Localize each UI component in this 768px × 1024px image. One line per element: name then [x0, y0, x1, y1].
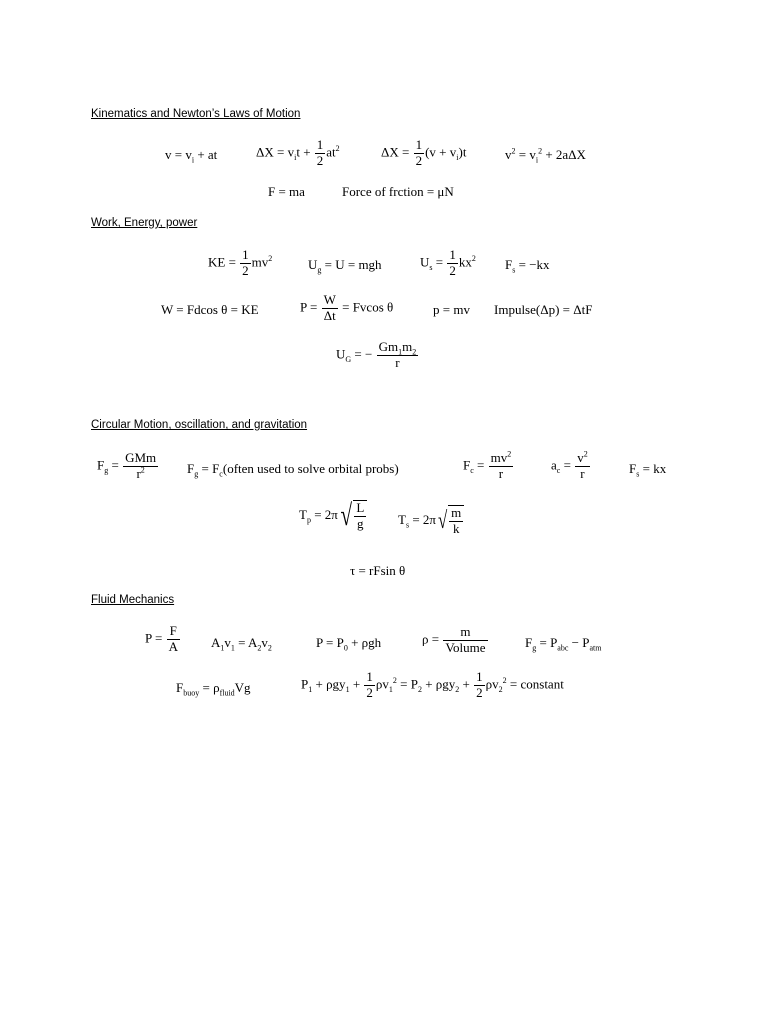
eq-spring-period: $T_s = 2\pi√$ $\frac{m}{k}$ — [398, 505, 464, 537]
eq-gravitation-force: $F_g$ = $\frac{\text{GMm}}{r^2}$ — [97, 450, 157, 481]
eq-bernoulli: $P_1 + \rho gy_1$ + $\frac{1}{2}$ $\rho v_1^2 = P_2 + \rho gy_2$ + $\frac{1}{2}$ $\rho v_2^2$ = constant — [301, 669, 564, 700]
eq-hooke: $F_s$ = kx — [629, 461, 667, 479]
constant-label: constant — [520, 676, 564, 692]
eq-torque: τ = rFsin θ — [350, 563, 406, 578]
eq-orbital-force: $F_g$ = $F_c(often$ used to solve orbital probs) — [187, 461, 399, 479]
eq-momentum: p = mv — [433, 302, 470, 317]
eq-velocity: $v = v_i$ + at — [165, 147, 218, 165]
eq-spring-force: $F_s = -kx$ — [505, 257, 550, 275]
eq-gauge-pressure: $F_g = P_{abc} - P_{atm}$ — [525, 635, 602, 653]
eq-kinetic-energy: KE = $\frac{1}{2}$ $mv^2$ — [208, 247, 273, 278]
heading-fluid-mechanics: Fluid Mechanics — [91, 594, 175, 606]
eq-centripetal-force: $F_c$ = $\frac{mv^2}{r}$ — [463, 449, 512, 481]
friction-label: Force of frction = — [342, 184, 438, 199]
eq-hydrostatic: $P = P_0 + \rho gh$ — [316, 635, 382, 653]
eq-work: W = Fdcos θ = KE — [161, 302, 259, 317]
eq-continuity: $A_1v_1 = A_2v_2$ — [211, 635, 272, 653]
heading-work-energy: Work, Energy, power — [91, 217, 198, 229]
eq-displacement-accel: $\Delta X = v_it$ + $\frac{1}{2}$ $at^2$ — [256, 137, 340, 168]
orbital-note: (often used to solve orbital probs) — [222, 461, 399, 476]
eq-impulse: Impulse(Δp) = ΔtF — [494, 302, 593, 317]
volume-label: Volume — [445, 639, 486, 655]
eq-displacement-avg: ΔX = $\frac{1}{2}$ $(v + v_i)t$ — [381, 137, 467, 168]
eq-power: P = $\frac{W}{\Delta t}$ = Fvcos θ — [300, 292, 394, 323]
eq-pendulum-period: $T_p = 2\pi√$ $\frac{L}{g}$ — [299, 500, 367, 532]
heading-circular-motion: Circular Motion, oscillation, and gravitation — [91, 419, 308, 431]
eq-centripetal-accel: $a_c$ = $\frac{v^2}{r}$ — [551, 449, 588, 481]
eq-pressure: P = $\frac{F}{A}$ — [145, 623, 178, 654]
eq-friction: Force of frction = μN — [342, 184, 454, 199]
eq-velocity-squared: $v^2 = v_i^2 + 2a\Delta X$ — [505, 146, 586, 165]
heading-kinematics: Kinematics and Newton’s Laws of Motion — [91, 108, 301, 120]
eq-gravity-pe: $U_g = U$ = mgh — [308, 257, 382, 275]
eq-newton-second: F = ma — [268, 184, 305, 199]
eq-buoyancy: $F_{buoy} = \rho_{fluid}Vg$ — [176, 680, 251, 698]
eq-density: ρ = $\frac{m}{\text{Volume}}$ — [422, 624, 486, 655]
eq-gravitational-pe: $U_G$ = − $\frac{Gm_1m_2}{r}$ — [336, 339, 417, 370]
eq-spring-pe: $U_s$ = $\frac{1}{2}$ $kx^2$ — [420, 247, 476, 278]
